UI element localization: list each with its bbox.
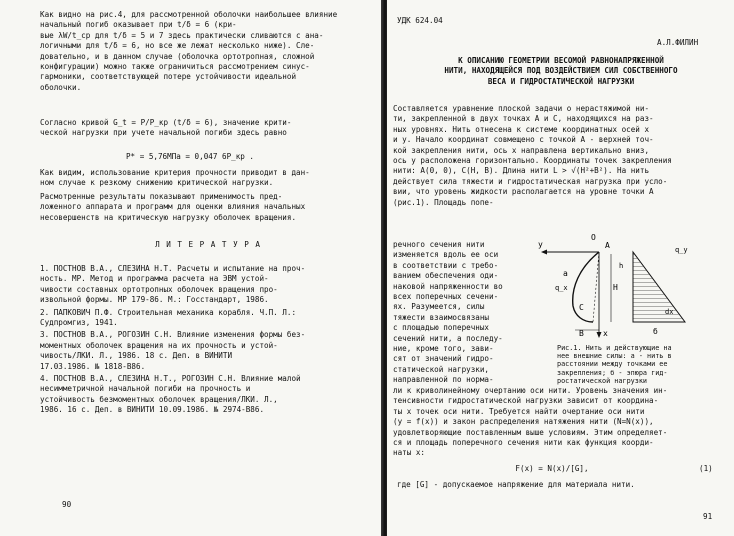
y-axis-label: y: [538, 240, 543, 249]
references-list: [40, 264, 376, 416]
thread-curve: [573, 252, 599, 322]
hydrostatic-load-diagram: [633, 252, 685, 322]
critical-load-equation: P* = 5,76МПа = 0,047 6P_кр .: [125, 152, 254, 161]
third-paragraph: Как видим, использование критерия прочности приводит в дан- ном случае к резкому снижению критической нагрузки.: [40, 168, 310, 188]
reference-item: 3. ПОСТНОВ В.А., РОГОЗИН С.Н. Влияние изменения формы без- моментных оболочек вращения на их прочность и устой- чивость/ЛКИ. Л., 1986. 18 с. Деп. в ВИНИТИ 17.03.1986. № 1818-В86.: [40, 330, 306, 371]
x-axis: [597, 252, 609, 338]
figure-caption: Рис.1. Нить и действующие на нее внешние силы: а - нить в расстоянии между точками ее закрепления; б - эпюра гид- ростатической нагрузки: [557, 344, 672, 385]
figure-part-a: а: [563, 269, 568, 278]
udc-code: УДК 624.04: [397, 16, 443, 25]
article-title: К ОПИСАНИЮ ГЕОМЕТРИИ ВЕСОМОЙ РАВНОНАПРЯЖЕННОЙ НИТИ, НАХОДЯЩЕЙСЯ ПОД ВОЗДЕЙСТВИЕМ СИЛ СОБСТВЕННОГО ВЕСА И ГИДРОСТАТИЧЕСКОЙ НАГРУЗКИ: [444, 56, 678, 86]
references-heading: Л И Т Е Р А Т У Р А: [155, 240, 261, 249]
fourth-paragraph: Расмотренные результаты показывают применимость пред- ложенного аппарата и программ для оценки влияния начальных несовершенств на критическую нагрузку оболочек вращения.: [40, 192, 306, 222]
figure-part-b: б: [653, 327, 658, 336]
page-number: 91: [703, 512, 713, 521]
point-label-C: C: [579, 303, 584, 312]
body-top: Составляется уравнение плоской задачи о нерастяжимой ни- ти, закрепленной в двух точках A и C, находящихся на раз- ных уровнях. Нить отнесена к системе координатных осей x и y. Начало координат совмещено с точкой A - верхней точ- кой закрепления нити, ось x направлена вертикально вниз, ось y расположена горизонтально. Координаты точек закрепления нити: A(0, 0), C(H, B). Длина нити L > √(H²+B²). На нить действует сила тяжести и гидростатическая нагрузка при усло- вии, что уровень жидкости располагается на уровне точки A (рис.1). Площадь попе-: [393, 104, 672, 207]
height-label-H: H: [613, 283, 618, 292]
where-line: где [G] - допускаемое напряжение для материала нити.: [397, 480, 635, 489]
force-label-qy: q_y: [675, 246, 688, 254]
page-number: 90: [62, 500, 72, 509]
reference-item: 2. ПАПКОВИЧ П.Ф. Строительная механика корабля. Ч.П. Л.: Судпромгиз, 1941.: [40, 307, 297, 328]
intro-paragraph: Как видно на рис.4, для рассмотренной оболочки наибольшее влияние начальный погиб оказывает при t/δ = 6 (кри- вые λW/t_cp для t/δ = 5 и 7 здесь практически сливаются с ана- логичными для t/δ = 6, но все же лежат несколько ниже). Сле- довательно, и в данном случае (оболочка ортотропная, сложной конфигурации) можно также ограничиться рассмотрением синус- гармоники, соответствующей потере устойчивости идеальной оболочки.: [40, 10, 338, 92]
body-bottom: ли к криволинейному очертанию оси нити. Уровень значения ин- тенсивности гидростатической нагрузки зависит от координа- ты x точек оси нити. Требуется найти очертание оси нити (y = f(x)) и закон распределения натяжения нити (N=N(x)), удовлетворяющие поставленным выше условиям. Этим определяет- ся и площадь поперечного сечения нити как функция коорди- наты x:: [393, 386, 668, 458]
x-axis-label: x: [603, 329, 608, 338]
chord-line: [593, 252, 599, 322]
y-axis: [538, 240, 599, 255]
point-label-A: A: [605, 241, 610, 250]
figure-1-diagram: [535, 230, 725, 342]
reference-item: 1. ПОСТНОВ В.А., СЛЕЗИНА Н.Т. Расчеты и испытание на проч- ность. МР. Метод и программа расчета на ЭВМ устой- чивости составных ортотропных оболочек вращения про- извольной формы. МР 179-86. М.: Госстандарт, 1986.: [40, 264, 306, 305]
second-paragraph: Согласно кривой G_t = P/P_кр (t/δ = 6), значение крити- ческой нагрузки при учете начальной погиби здесь равно: [40, 118, 292, 138]
right-page: [387, 0, 734, 536]
element-label-dx: dx: [665, 308, 674, 316]
author-name: А.Л.ФИЛИН: [657, 38, 699, 47]
depth-label-h: h: [619, 262, 624, 270]
origin-label-O: O: [591, 233, 596, 242]
body-left-column: речного сечения нити изменяется вдоль ее оси в соответствии с требо- ванием обеспечения оди- наковой напряженности во всех поперечных сечени- ях. Разумеется, силы тяжести взаимосвязаны с площадью поперечных сечений нити, а последу- ние, кроме того, зави- сят от значений гидро- статической нагрузки, направленной по норма-: [393, 240, 503, 385]
equation-1: F(x) = N(x)/[G],: [515, 464, 589, 473]
span-label-B: B: [579, 329, 584, 338]
force-label-qx: q_x: [555, 284, 568, 292]
reference-item: 4. ПОСТНОВ В.А., СЛЕЗИНА Н.Т., РОГОЗИН С.Н. Влияние малой несимметричной начальной погиби на прочность и устойчивость безмоментных оболочек вращения/ЛКИ. Л., 1986. 16 с. Деп. в ВИНИТИ 10.09.1986. № 2974-В86.: [40, 374, 301, 415]
equation-number: (1): [699, 464, 713, 473]
